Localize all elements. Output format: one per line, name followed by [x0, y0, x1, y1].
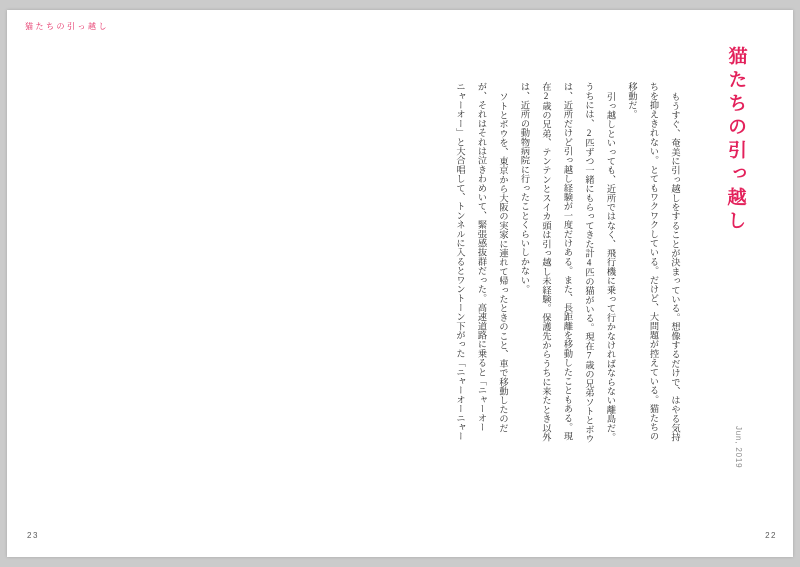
open-book-spread — [7, 10, 793, 557]
page-number-left: 23 — [27, 531, 39, 540]
text-line: は、近所の動物病院に行ったことくらいしかない。 — [519, 82, 530, 294]
text-line: 引っ越しといっても、近所ではなく、飛行機に乗って行かなければならない離島だ。 — [605, 92, 616, 442]
page-number-right: 22 — [765, 531, 777, 540]
text-line: ソトとボウを、東京から大阪の実家に連れて帰ったときのこと、車で移動したのだ — [498, 92, 508, 433]
text-line: もうすぐ、奄美に引っ越しをすることが決まっている。想像するだけで、はやる気持 — [670, 92, 680, 442]
page-22 — [400, 10, 793, 557]
text-line: 移動だ。 — [627, 82, 637, 119]
article-title: 猫たちの引っ越し — [724, 45, 747, 235]
date-label: Jun, 2019 — [734, 426, 743, 469]
text-line: が、それはそれは泣きわめいて、緊張感抜群だった。高速道路に乗ると「ニャーオー — [476, 82, 487, 432]
text-line: うちには、2匹ずつ一緒にもらってきた計4匹の猫がいる。現在7歳の兄弟ソトとボウ — [584, 82, 594, 444]
running-header: 猫たちの引っ越し — [25, 22, 109, 31]
text-line: は、近所だけど引っ越し経験が一度だけある。また、長距離を移動したこともある。現 — [562, 82, 573, 441]
body-text-right — [449, 82, 686, 462]
page-23 — [7, 10, 400, 557]
text-line: ちを抑えきれない。とてもワクワクしている。だけど、大問題が控えている。猫たちの — [648, 82, 659, 441]
text-line: ニャーオー」と大合唱して、トンネルに入るとワントーン下がった「ニャーオーニャー — [455, 82, 465, 441]
text-line: 在2歳の兄弟、テンテンとスイカ頭は引っ越し未経験。保護先からうちに来たとき以外 — [541, 82, 551, 442]
